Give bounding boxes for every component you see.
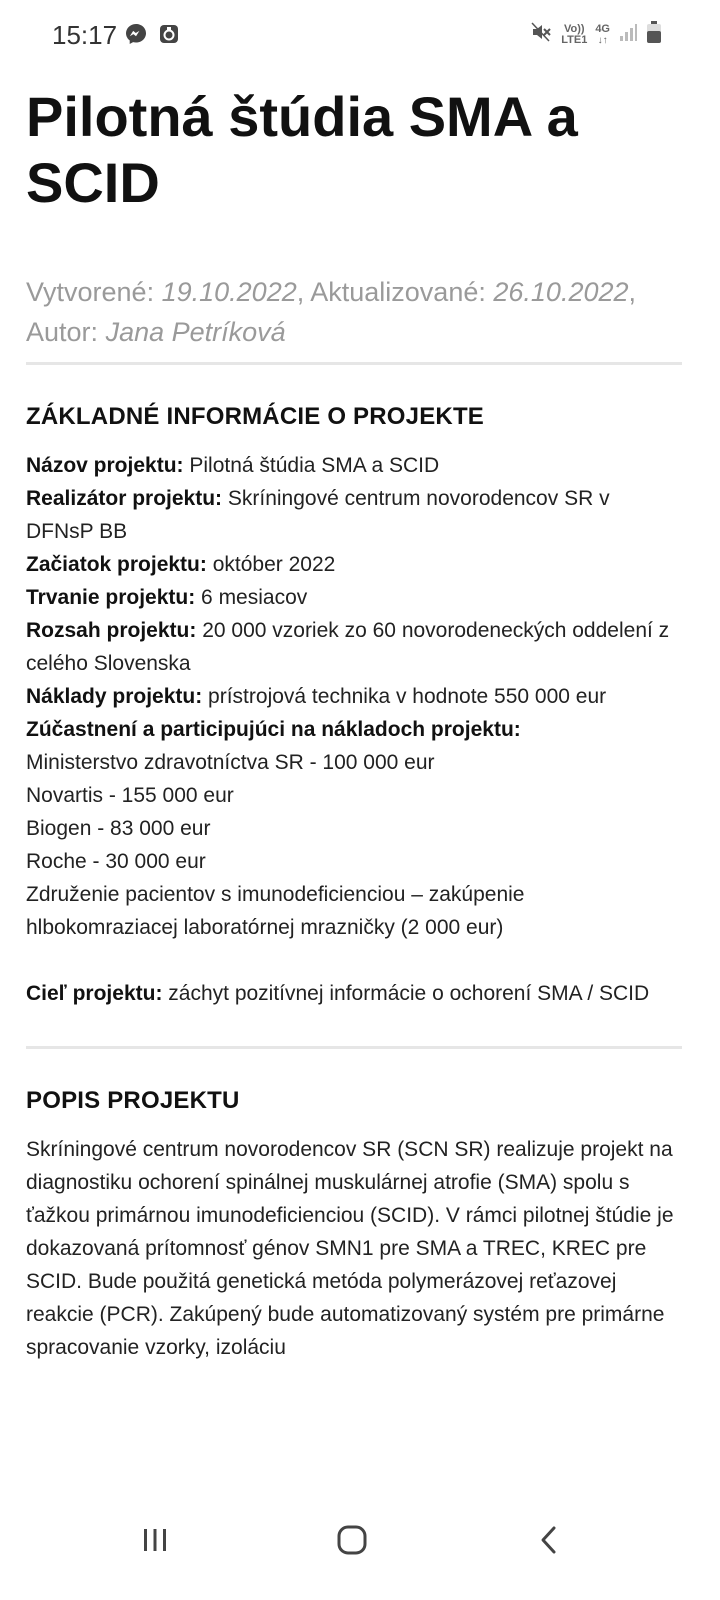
- description-text: Skríningové centrum novorodencov SR (SCN SR) realizuje projekt na diagnostiku ochorení spinálnej muskulárnej atrofie (SMA) spolu s ťažkou primárnou imunodeficienciou (SCID). V rámci pilotnej štúdie je dokazovaná prítomnosť génov SMN1 pre SMA a TREC, KREC pre SCID. Bude použitá genetická metóda polymerázovej reťazovej reakcie (PCR). Zakúpený bude automatizovaný systém pre primárne spracovanie vzorky, izoláciu: [26, 1138, 674, 1359]
- participant-item: Združenie pacientov s imunodeficienciou – zakúpenie hlbokomraziacej laboratórnej mrazničky (2 000 eur): [26, 883, 525, 939]
- recent-apps-button[interactable]: [125, 1512, 185, 1572]
- app-notification-icon: [158, 23, 180, 45]
- participant-item: Novartis - 155 000 eur: [26, 784, 234, 807]
- participant-item: Ministerstvo zdravotníctva SR - 100 000 eur: [26, 751, 435, 774]
- volte-indicator: Vo)) LTE1: [561, 22, 588, 46]
- network-type-indicator: 4G ↓↑: [595, 22, 610, 46]
- participant-item: Biogen - 83 000 eur: [26, 817, 211, 840]
- article: [26, 84, 682, 1364]
- info-goal: Cieľ projektu: záchyt pozitívnej informácie o ochorení SMA / SCID: [26, 982, 650, 1005]
- participant-item: Roche - 30 000 eur: [26, 850, 206, 873]
- status-app-icons: [124, 22, 180, 46]
- page-title: Pilotná štúdia SMA a SCID: [26, 85, 578, 214]
- basic-info-heading: ZÁKLADNÉ INFORMÁCIE O PROJEKTE: [26, 403, 485, 430]
- info-duration: Trvanie projektu: 6 mesiacov: [26, 586, 308, 609]
- messenger-icon: [124, 22, 148, 46]
- divider: [26, 1046, 682, 1049]
- updated-label: , Aktualizované:: [296, 277, 486, 307]
- author-label: , Autor:: [26, 277, 637, 347]
- updated-date: 26.10.2022: [493, 277, 629, 307]
- author-name: Jana Petríková: [105, 317, 286, 347]
- signal-icon: [618, 22, 638, 47]
- battery-icon: [646, 20, 662, 49]
- article-meta: [26, 272, 682, 352]
- created-date: 19.10.2022: [161, 277, 297, 307]
- recent-apps-icon: [140, 1525, 170, 1560]
- home-icon: [335, 1523, 369, 1562]
- created-label: Vytvorené:: [26, 277, 155, 307]
- status-bar: [0, 0, 720, 72]
- info-implementer: Realizátor projektu: Skríningové centrum novorodencov SR v DFNsP BB: [26, 487, 610, 543]
- home-button[interactable]: [322, 1512, 382, 1572]
- status-indicators: [529, 20, 662, 49]
- navigation-bar: [0, 1490, 720, 1600]
- divider: [26, 362, 682, 365]
- info-participants-label: Zúčastnení a participujúci na nákladoch projektu:: [26, 718, 521, 741]
- info-scope: Rozsah projektu: 20 000 vzoriek zo 60 novorodeneckých oddelení z celého Slovenska: [26, 619, 670, 675]
- info-costs: Náklady projektu: prístrojová technika v hodnote 550 000 eur: [26, 685, 607, 708]
- mute-icon: [529, 20, 553, 49]
- back-button[interactable]: [520, 1512, 580, 1572]
- description-heading: POPIS PROJEKTU: [26, 1087, 240, 1114]
- info-name: Názov projektu: Pilotná štúdia SMA a SCID: [26, 454, 440, 477]
- info-start: Začiatok projektu: október 2022: [26, 553, 336, 576]
- back-icon: [535, 1525, 565, 1560]
- basic-info: [26, 449, 682, 1010]
- status-time: 15:17: [52, 20, 118, 50]
